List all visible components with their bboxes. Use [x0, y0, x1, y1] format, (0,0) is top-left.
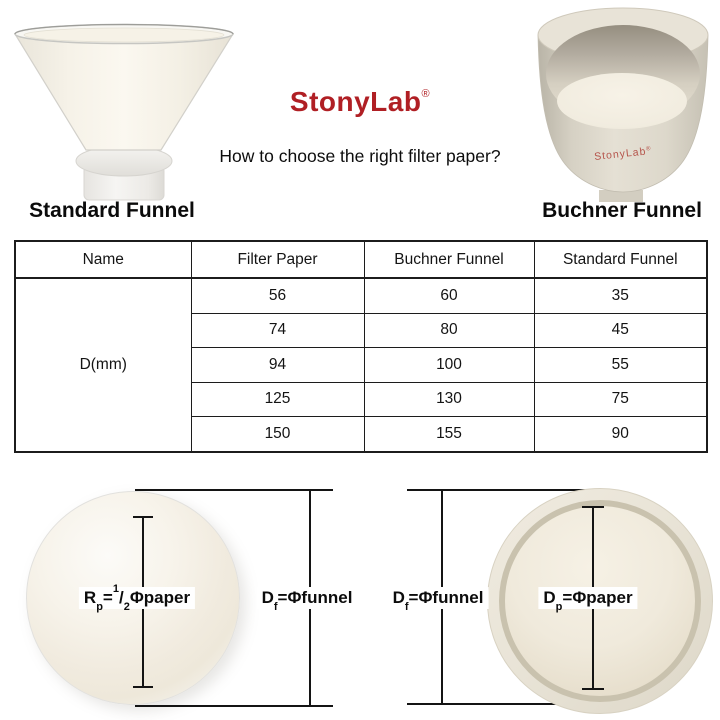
cell-filter-paper: 94	[191, 348, 364, 383]
table-header-row	[15, 241, 707, 278]
funnel-diameter-top-cap-left	[135, 489, 333, 491]
cell-standard-funnel: 35	[534, 278, 707, 313]
brand-logo	[260, 86, 460, 118]
cell-buchner-funnel: 155	[364, 417, 534, 452]
buchner-brand-print: StonyLab®	[593, 145, 652, 163]
label-base: R	[83, 588, 97, 607]
funnel-diameter-label-right	[388, 587, 489, 614]
page-title: How to choose the right filter paper?	[219, 146, 501, 166]
cell-buchner-funnel: 100	[364, 348, 534, 383]
fraction-denominator: 2	[123, 601, 130, 614]
fraction-numerator: 1	[112, 583, 119, 596]
paper-diameter-bottom-cap	[582, 688, 604, 690]
table-row	[15, 278, 707, 313]
cell-filter-paper: 125	[191, 382, 364, 417]
cell-standard-funnel: 45	[534, 313, 707, 348]
label-equals: =	[102, 588, 113, 607]
col-header-filter-paper: Filter Paper	[191, 241, 364, 278]
paper-radius-line-bottom-cap	[133, 686, 153, 688]
cell-standard-funnel: 75	[534, 382, 707, 417]
funnel-diameter-label-left	[257, 587, 358, 614]
cell-filter-paper: 150	[191, 417, 364, 452]
label-base: D	[392, 588, 405, 607]
col-header-standard-funnel: Standard Funnel	[534, 241, 707, 278]
cell-filter-paper: 56	[191, 278, 364, 313]
col-header-name: Name	[15, 241, 191, 278]
cell-buchner-funnel: 80	[364, 313, 534, 348]
standard-funnel-label: Standard Funnel	[29, 199, 195, 222]
label-subscript: f	[404, 601, 409, 614]
label-value: =Φpaper	[562, 588, 633, 607]
label-subscript: f	[273, 601, 278, 614]
buchner-filter-surface	[557, 73, 687, 129]
label-subscript: p	[96, 601, 103, 614]
buchner-funnel-photo	[533, 4, 713, 204]
funnel-content-surface	[24, 28, 224, 42]
funnel-cone	[15, 34, 233, 150]
row-group-label: D(mm)	[15, 278, 191, 452]
label-subscript: p	[555, 601, 563, 614]
funnel-diameter-bottom-cap-left	[135, 705, 333, 707]
cell-standard-funnel: 55	[534, 348, 707, 383]
size-table	[14, 240, 708, 453]
fraction-slash: /	[118, 588, 124, 607]
standard-funnel-photo	[8, 20, 240, 202]
buchner-funnel-label: Buchner Funnel	[542, 199, 702, 222]
cell-standard-funnel: 90	[534, 417, 707, 452]
col-header-buchner-funnel: Buchner Funnel	[364, 241, 534, 278]
paper-radius-label	[79, 583, 195, 614]
cell-buchner-funnel: 130	[364, 382, 534, 417]
label-base: D	[261, 588, 274, 607]
cell-buchner-funnel: 60	[364, 278, 534, 313]
paper-diameter-top-cap	[582, 506, 604, 508]
paper-radius-line-top-cap	[133, 516, 153, 518]
paper-diameter-label	[538, 587, 637, 614]
label-value: =Φfunnel	[408, 588, 484, 607]
label-base: D	[543, 588, 556, 607]
cell-filter-paper: 74	[191, 313, 364, 348]
label-value: =Φfunnel	[277, 588, 353, 607]
label-value: Φpaper	[129, 588, 191, 607]
brand-logo-text: StonyLab	[289, 86, 422, 117]
registered-trademark: ®	[421, 88, 431, 100]
